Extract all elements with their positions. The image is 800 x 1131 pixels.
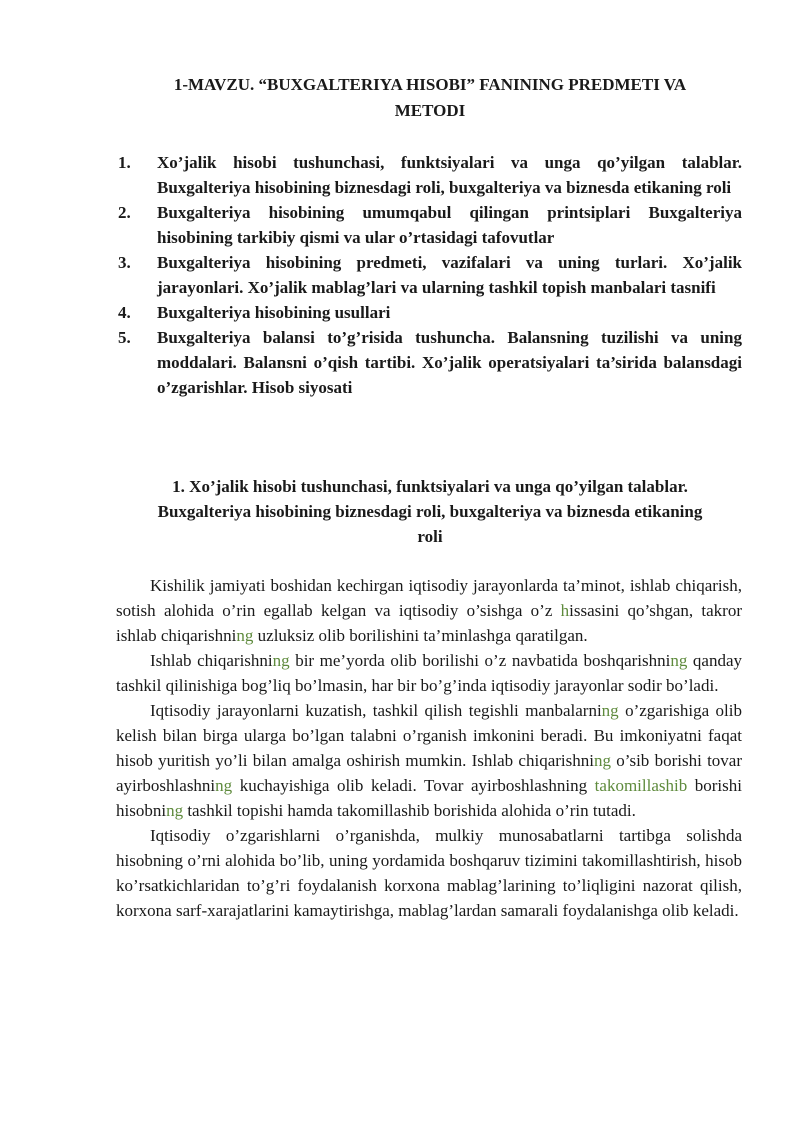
- outline-item: [118, 200, 742, 250]
- highlighted-text-run: ng: [670, 651, 688, 670]
- text-run: bir me’yorda olib borilishi o’z navbatida boshqarishni: [289, 651, 671, 670]
- topic-outline-list: [118, 150, 742, 400]
- highlighted-text-run: ng: [215, 776, 233, 795]
- highlighted-text-run: ng: [593, 751, 611, 770]
- paragraph-1: [116, 573, 742, 648]
- text-run: Ishlab chiqarishni: [150, 651, 273, 670]
- text-run: borishi hisobni: [116, 776, 742, 820]
- text-run: issasini qo’shgan, takror ishlab chiqarishni: [116, 601, 743, 645]
- outline-item-text: Xo’jalik hisobi tushunchasi, funktsiyalari va unga qo’yilgan talablar. Buxgalteriya hisobining biznesdagi roli, buxgalteriya va biznesda etikaning roli: [157, 153, 742, 197]
- text-run: Iqtisodiy jarayonlarni kuzatish, tashkil qilish tegishli manbalarni: [150, 701, 602, 720]
- paragraph-3: [116, 698, 742, 823]
- outline-item: [118, 250, 742, 300]
- text-run: kuchayishiga olib keladi. Tovar ayirboshlashning: [232, 776, 595, 795]
- paragraph-2: [116, 648, 742, 698]
- page-title: [110, 72, 750, 124]
- highlighted-text-run: takomillashib: [594, 776, 688, 795]
- section-heading-line-1: 1. Xo’jalik hisobi tushunchasi, funktsiyalari va unga qo’yilgan talablar.: [172, 477, 688, 496]
- title-line-1: 1-MAVZU. “BUXGALTERIYA HISOBI” FANINING PREDMETI VA: [173, 75, 687, 94]
- title-line-2: METODI: [394, 101, 466, 120]
- highlighted-text-run: ng: [166, 801, 184, 820]
- highlighted-text-run: ng: [601, 701, 619, 720]
- body-text: [116, 573, 742, 923]
- highlighted-text-run: h: [560, 601, 570, 620]
- text-run: o’sib borishi tovar ayirboshlashni: [116, 751, 742, 795]
- paragraph-4: [116, 823, 742, 923]
- text-run: Iqtisodiy o’zgarishlarni o’rganishda, mulkiy munosabatlarni tartibga solishda hisobning o’rni alohida bo’lib, uning yordamida boshqaruv tizimini takomillashtirish, hisob ko’rsatkichlaridan to’g’ri foydalanish korxona mablag’larining to’liqligini nazorat qilish, korxona sarf-xarajatlarini kamaytirishga, mablag’lardan samarali foydalanishga olib keladi.: [116, 826, 742, 920]
- outline-item-text: Buxgalteriya hisobining predmeti, vazifalari va uning turlari. Xo’jalik jarayonlari. Xo’jalik mablag’lari va ularning tashkil topish manbalari tasnifi: [157, 253, 742, 297]
- text-run: o’zgarishiga olib kelish bilan birga ularga bo’lgan talabni o’rganish imkonini beradi. Bu imkoniyatni faqat hisob yuritish yo’li bilan amalga oshirish mumkin. Ishlab chiqarishni: [116, 701, 742, 770]
- section-heading-line-3: roli: [417, 527, 443, 546]
- highlighted-text-run: ng: [236, 626, 254, 645]
- outline-item-number: 2.: [118, 203, 131, 222]
- outline-item: [118, 325, 742, 400]
- text-run: Kishilik jamiyati boshidan kechirgan iqtisodiy jarayonlarda ta’minot, ishlab chiqarish, sotish alohida o’rin egallab kelgan va iqtisodiy o’sishga o’z: [116, 576, 742, 620]
- highlighted-text-run: ng: [272, 651, 290, 670]
- section-heading: [118, 474, 742, 549]
- outline-item-number: 5.: [118, 328, 131, 347]
- outline-item-number: 4.: [118, 303, 131, 322]
- outline-item: [118, 300, 742, 325]
- outline-item-text: Buxgalteriya balansi to’g’risida tushuncha. Balansning tuzilishi va uning moddalari. Balansni o’qish tartibi. Xo’jalik operatsiyalari ta’sirida balansdagi o’zgarishlar. Hisob siyosati: [157, 328, 742, 397]
- outline-item-text: Buxgalteriya hisobining usullari: [157, 303, 391, 322]
- text-run: tashkil topishi hamda takomillashib borishida alohida o’rin tutadi.: [183, 801, 636, 820]
- section-heading-line-2: Buxgalteriya hisobining biznesdagi roli, buxgalteriya va biznesda etikaning: [157, 502, 703, 521]
- outline-item-number: 1.: [118, 153, 131, 172]
- outline-item-text: Buxgalteriya hisobining umumqabul qilingan printsiplari Buxgalteriya hisobining tarkibiy qismi va ular o’rtasidagi tafovutlar: [157, 203, 742, 247]
- text-run: uzluksiz olib borilishini ta’minlashga qaratilgan.: [253, 626, 588, 645]
- outline-item: [118, 150, 742, 200]
- outline-item-number: 3.: [118, 253, 131, 272]
- text-run: qanday tashkil qilinishiga bog’liq bo’lmasin, har bir bo’g’inda iqtisodiy jarayonlar sodir bo’ladi.: [116, 651, 742, 695]
